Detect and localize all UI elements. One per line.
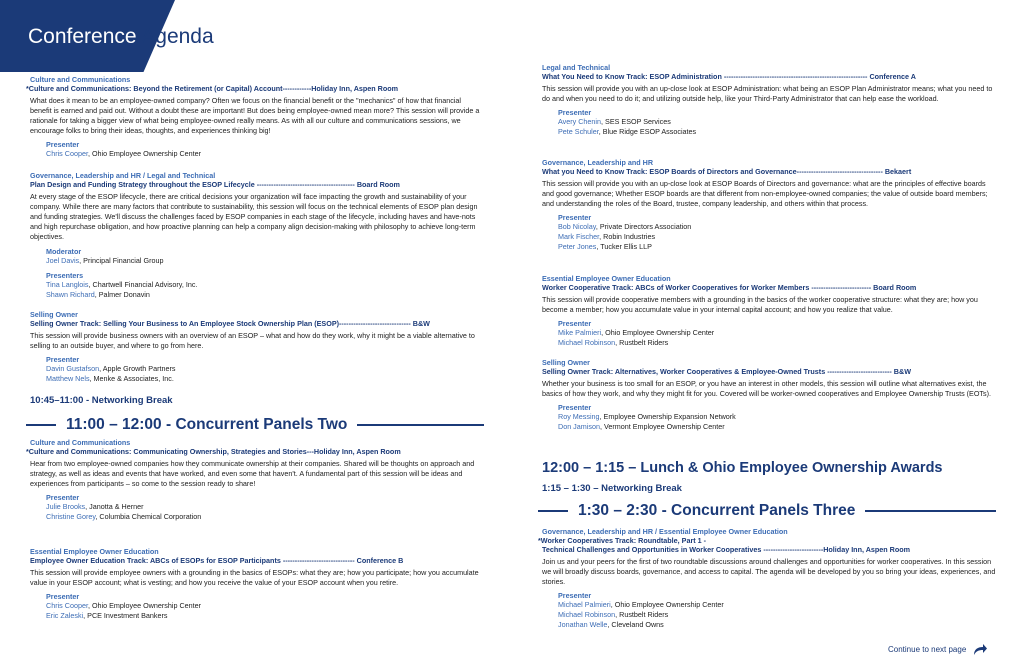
presenter-entry: Bob Nicolay, Private Directors Association: [558, 221, 692, 231]
session-category: Governance, Leadership and HR / Essential Employee Owner Education: [542, 527, 788, 536]
session-category: Essential Employee Owner Education: [30, 547, 159, 556]
session-category: Governance, Leadership and HR: [542, 158, 654, 167]
presenter-org: Apple Growth Partners: [102, 363, 176, 373]
presenter-label: Presenter: [46, 354, 80, 364]
presenter-org: Menke & Associates, Inc.: [93, 373, 174, 383]
presenter-org: Ohio Employee Ownership Center: [614, 599, 724, 609]
presenter-org: Palmer Donavin: [98, 289, 150, 299]
panel-heading-text: 1:30 – 2:30 - Concurrent Panels Three: [578, 502, 856, 519]
presenter-entry: Christine Gorey, Columbia Chemical Corporation: [46, 511, 202, 521]
presenter-org: Blue Ridge ESOP Associates: [602, 126, 697, 136]
session-title: Selling Owner Track: Selling Your Business to An Employee Stock Ownership Plan (ESOP)------------------------------ B&W: [30, 319, 430, 328]
title-word-1: Conference: [28, 25, 137, 48]
presenter-entry: Julie Brooks, Janotta & Herner: [46, 501, 144, 511]
session-description: What does it mean to be an employee-owned company? Often we focus on the financial benefit or the "mechanics" of how that financial benefit is earned and paid out. Without a doubt these are important! But does being employee-owned mean more? This session will provide a rationale for taking a bigger view of what being employee-owned really means. As with all our culture and communications sessions, we encourage folks to bring their ideas, thoughts, and experiences thinking big!: [30, 96, 480, 135]
page-title: [28, 25, 214, 49]
session-block: [26, 75, 484, 159]
presenter-entry: Mark Fischer, Robin Industries: [558, 231, 656, 241]
presenter-entry: Pete Schuler, Blue Ridge ESOP Associates: [558, 126, 697, 136]
networking-break: 10:45–11:00 - Networking Break: [30, 395, 173, 406]
presenter-name: Mark Fischer: [558, 231, 600, 241]
presenter-label: Presenter: [46, 139, 80, 149]
presenter-label: Presenter: [46, 591, 80, 601]
presenter-name: Jonathan Welle: [558, 619, 608, 629]
presenter-org: Private Directors Association: [599, 221, 692, 231]
presenter-entry: Michael Robinson, Rustbelt Riders: [558, 609, 669, 619]
presenter-entry: Mike Palmieri, Ohio Employee Ownership Center: [558, 327, 715, 337]
session-category: Culture and Communications: [30, 75, 131, 84]
moderator-name: Joel Davis: [46, 255, 80, 265]
presenter-name: Christine Gorey: [46, 511, 96, 521]
presenter-name: Bob Nicolay: [558, 221, 596, 231]
session-description: This session will provide you with an up-close look at ESOP Boards of Directors and governance: what are the principles of effective boards and good governance; Whether ESOP boards are that different from non-employee-owned companies; the value of outside board members; and understanding the roles of the Board, trustee, company leadership, and others within that process.: [542, 179, 988, 208]
presenter-name: Michael Robinson: [558, 337, 616, 347]
moderator-entry: Joel Davis, Principal Financial Group: [46, 255, 164, 265]
rule-left: [538, 510, 568, 512]
presenter-name: Chris Cooper: [46, 600, 88, 610]
presenter-entry: Chris Cooper, Ohio Employee Ownership Center: [46, 600, 202, 610]
presenter-org: Robin Industries: [603, 231, 656, 241]
presenter-name: Pete Schuler: [558, 126, 599, 136]
presenter-entry: Michael Robinson, Rustbelt Riders: [558, 337, 669, 347]
session-title: What You Need to Know Track: ESOP Administration ------------------------------------------------------------ Conference A: [542, 72, 916, 81]
session-description: Hear from two employee-owned companies how they communicate ownership at their companies. Shared will be thoughts on approach and strategy, as well as ideas and events that have worked, and even some that haven't. A fundamental part of this session will be ideas and experiences from participants – so come to the session ready to share!: [30, 459, 475, 488]
presenter-org: Janotta & Herner: [89, 501, 144, 511]
presenter-org: Ohio Employee Ownership Center: [91, 600, 202, 610]
session-description: This session will provide business owners with an overview of an ESOP – what and how do they work, why it might be a viable alternative to selling to an outside buyer, and where to go from here.: [30, 331, 475, 350]
continue-label[interactable]: Continue to next page: [888, 644, 967, 654]
session-block: [538, 358, 996, 432]
session-block: [538, 527, 996, 630]
presenter-label: Presenter: [558, 318, 592, 328]
session-title-line2: Technical Challenges and Opportunities in Worker Cooperatives -------------------------Holiday Inn, Aspen Room: [542, 545, 911, 554]
session-block: [26, 547, 484, 621]
presenter-name: Avery Chenin: [558, 116, 602, 126]
session-category: Essential Employee Owner Education: [542, 274, 671, 283]
presenter-org: Chartwell Financial Advisory, Inc.: [92, 279, 198, 289]
presenter-entry: Tina Langlois, Chartwell Financial Advisory, Inc.: [46, 279, 198, 289]
session-title: *Culture and Communications: Beyond the Retirement (or Capital) Account------------Holiday Inn, Aspen Room: [26, 84, 399, 93]
presenter-name: Davin Gustafson: [46, 363, 100, 373]
presenter-entry: Peter Jones, Tucker Ellis LLP: [558, 241, 652, 251]
presenter-org: Rustbelt Riders: [619, 337, 669, 347]
session-description: Whether your business is too small for an ESOP, or you have an interest in other models, this session will outline what alternatives exist, the basics of how they work, and why they might fit for you. Covered will be worker-owned cooperatives and Employee Ownership Trusts (EOTs).: [542, 379, 992, 398]
moderator-label: Moderator: [46, 246, 82, 256]
session-title: Employee Owner Education Track: ABCs of ESOPs for ESOP Participants ------------------------------ Conference B: [30, 556, 404, 565]
session-title: *Culture and Communications: Communicating Ownership, Strategies and Stories---Holiday Inn, Aspen Room: [26, 447, 401, 456]
presenter-org: Tucker Ellis LLP: [600, 241, 652, 251]
presenter-name: Eric Zaleski: [46, 610, 84, 620]
presenter-name: Mike Palmieri: [558, 327, 602, 337]
presenter-label: Presenter: [558, 107, 592, 117]
session-category: Legal and Technical: [542, 63, 611, 72]
session-block: [538, 274, 996, 348]
session-category: Culture and Communications: [30, 438, 131, 447]
presenter-org: Ohio Employee Ownership Center: [605, 327, 715, 337]
presenter-name: Michael Palmieri: [558, 599, 611, 609]
presenter-entry: Matthew Nels, Menke & Associates, Inc.: [46, 373, 174, 383]
continue-link[interactable]: [888, 642, 988, 656]
presenter-name: Tina Langlois: [46, 279, 89, 289]
lunch-heading: 12:00 – 1:15 – Lunch & Ohio Employee Ownership Awards: [542, 460, 943, 476]
presenter-entry: Eric Zaleski, PCE Investment Bankers: [46, 610, 168, 620]
presenter-entry: Don Jamison, Vermont Employee Ownership Center: [558, 421, 725, 431]
session-description: At every stage of the ESOP lifecycle, there are critical decisions your organization will face impacting the growth and sustainability of your company. While there are many factors that contribute to sustainability, this session will focus on the technical elements of ESOP plan design and funding strategies. We'll discuss the challenges faced by ESOP companies in each stage of the lifecycle, including haves and have-nots and high repurchase obligation, and how proactive planning can help a company align decision-making with philosophy to achieve long-term objectives.: [30, 192, 478, 241]
presenter-org: SES ESOP Services: [605, 116, 671, 126]
session-title: Plan Design and Funding Strategy throughout the ESOP Lifecycle ----------------------------------------- Board Room: [30, 180, 400, 189]
presenter-org: Employee Ownership Expansion Network: [603, 411, 736, 421]
panel-heading-text: 11:00 – 12:00 - Concurrent Panels Two: [66, 416, 348, 433]
session-title: Selling Owner Track: Alternatives, Worker Cooperatives & Employee-Owned Trusts --------------------------- B&W: [542, 367, 911, 376]
presenter-entry: Jonathan Welle, Cleveland Owns: [558, 619, 664, 629]
presenter-org: PCE Investment Bankers: [87, 610, 168, 620]
presenter-entry: Roy Messing, Employee Ownership Expansion Network: [558, 411, 736, 421]
presenter-entry: Chris Cooper, Ohio Employee Ownership Center: [46, 148, 202, 158]
session-block: [538, 158, 996, 252]
session-description: This session will provide cooperative members with a grounding in the basics of the worker cooperative structure: what they are; how you become a member; how you accumulate value in your internal capital account; and how you realize that value.: [542, 295, 978, 314]
presenter-org: Cleveland Owns: [611, 619, 664, 629]
presenter-name: Roy Messing: [558, 411, 600, 421]
session-description: Join us and your peers for the first of two roundtable discussions around challenges and opportunities for worker cooperatives. In this session we will broadly discuss boards, governance, and access to capital. The agenda will be developed by you so bring your ideas, experiences, and stories.: [542, 557, 996, 586]
session-title: Worker Cooperative Track: ABCs of Worker Cooperatives for Worker Members ------------------------- Board Room: [542, 283, 917, 292]
presenter-org: Columbia Chemical Corporation: [99, 511, 202, 521]
session-title-line1: *Worker Cooperatives Track: Roundtable, Part 1 -: [538, 536, 707, 545]
presenter-label: Presenter: [558, 402, 592, 412]
session-block: [26, 438, 484, 522]
session-block: [538, 63, 996, 137]
session-title: What you Need to Know Track: ESOP Boards of Directors and Governance------------------------------------ Bekaert: [542, 167, 912, 176]
title-word-2: Agenda: [141, 25, 214, 48]
networking-break: 1:15 – 1:30 – Networking Break: [542, 483, 682, 494]
presenter-label: Presenter: [558, 212, 592, 222]
moderator-org: Principal Financial Group: [83, 255, 164, 265]
session-category: Selling Owner: [542, 358, 590, 367]
presenter-name: Chris Cooper: [46, 148, 88, 158]
presenter-name: Julie Brooks: [46, 501, 86, 511]
presenter-org: Ohio Employee Ownership Center: [91, 148, 202, 158]
panel-heading: [26, 416, 484, 434]
session-block: [26, 310, 484, 384]
curved-arrow-icon[interactable]: [972, 642, 988, 656]
presenter-entry: Avery Chenin, SES ESOP Services: [558, 116, 671, 126]
presenter-label: Presenter: [46, 492, 80, 502]
presenter-name: Don Jamison: [558, 421, 600, 431]
session-description: This session will provide you with an up-close look at ESOP Administration: what being an ESOP Plan Administrator means; what you need to do and when you need to do it; and utilizing outside help, like your Third-Party Administrator that can help ease the workload.: [542, 84, 993, 103]
presenter-label: Presenter: [558, 590, 592, 600]
presenter-entry: Davin Gustafson, Apple Growth Partners: [46, 363, 176, 373]
session-block: [26, 171, 484, 300]
rule-left: [26, 424, 56, 426]
presenter-org: Vermont Employee Ownership Center: [603, 421, 725, 431]
panel-heading: [538, 502, 996, 520]
presenter-org: Rustbelt Riders: [619, 609, 669, 619]
session-description: This session will provide employee owners with a grounding in the basics of ESOPs: what they are; how you participate; how you accumulate value in your ESOP account; what is vesting; and how you receive the value of your ESOP account when you retire.: [30, 568, 479, 587]
presenter-entry: Shawn Richard, Palmer Donavin: [46, 289, 150, 299]
presenter-name: Matthew Nels: [46, 373, 90, 383]
presenter-entry: Michael Palmieri, Ohio Employee Ownership Center: [558, 599, 724, 609]
presenter-label: Presenters: [46, 270, 84, 280]
session-category: Selling Owner: [30, 310, 78, 319]
presenter-name: Peter Jones: [558, 241, 597, 251]
rule-right: [865, 510, 996, 512]
presenter-name: Shawn Richard: [46, 289, 95, 299]
session-category: Governance, Leadership and HR / Legal and Technical: [30, 171, 216, 180]
presenter-name: Michael Robinson: [558, 609, 616, 619]
rule-right: [357, 424, 484, 426]
